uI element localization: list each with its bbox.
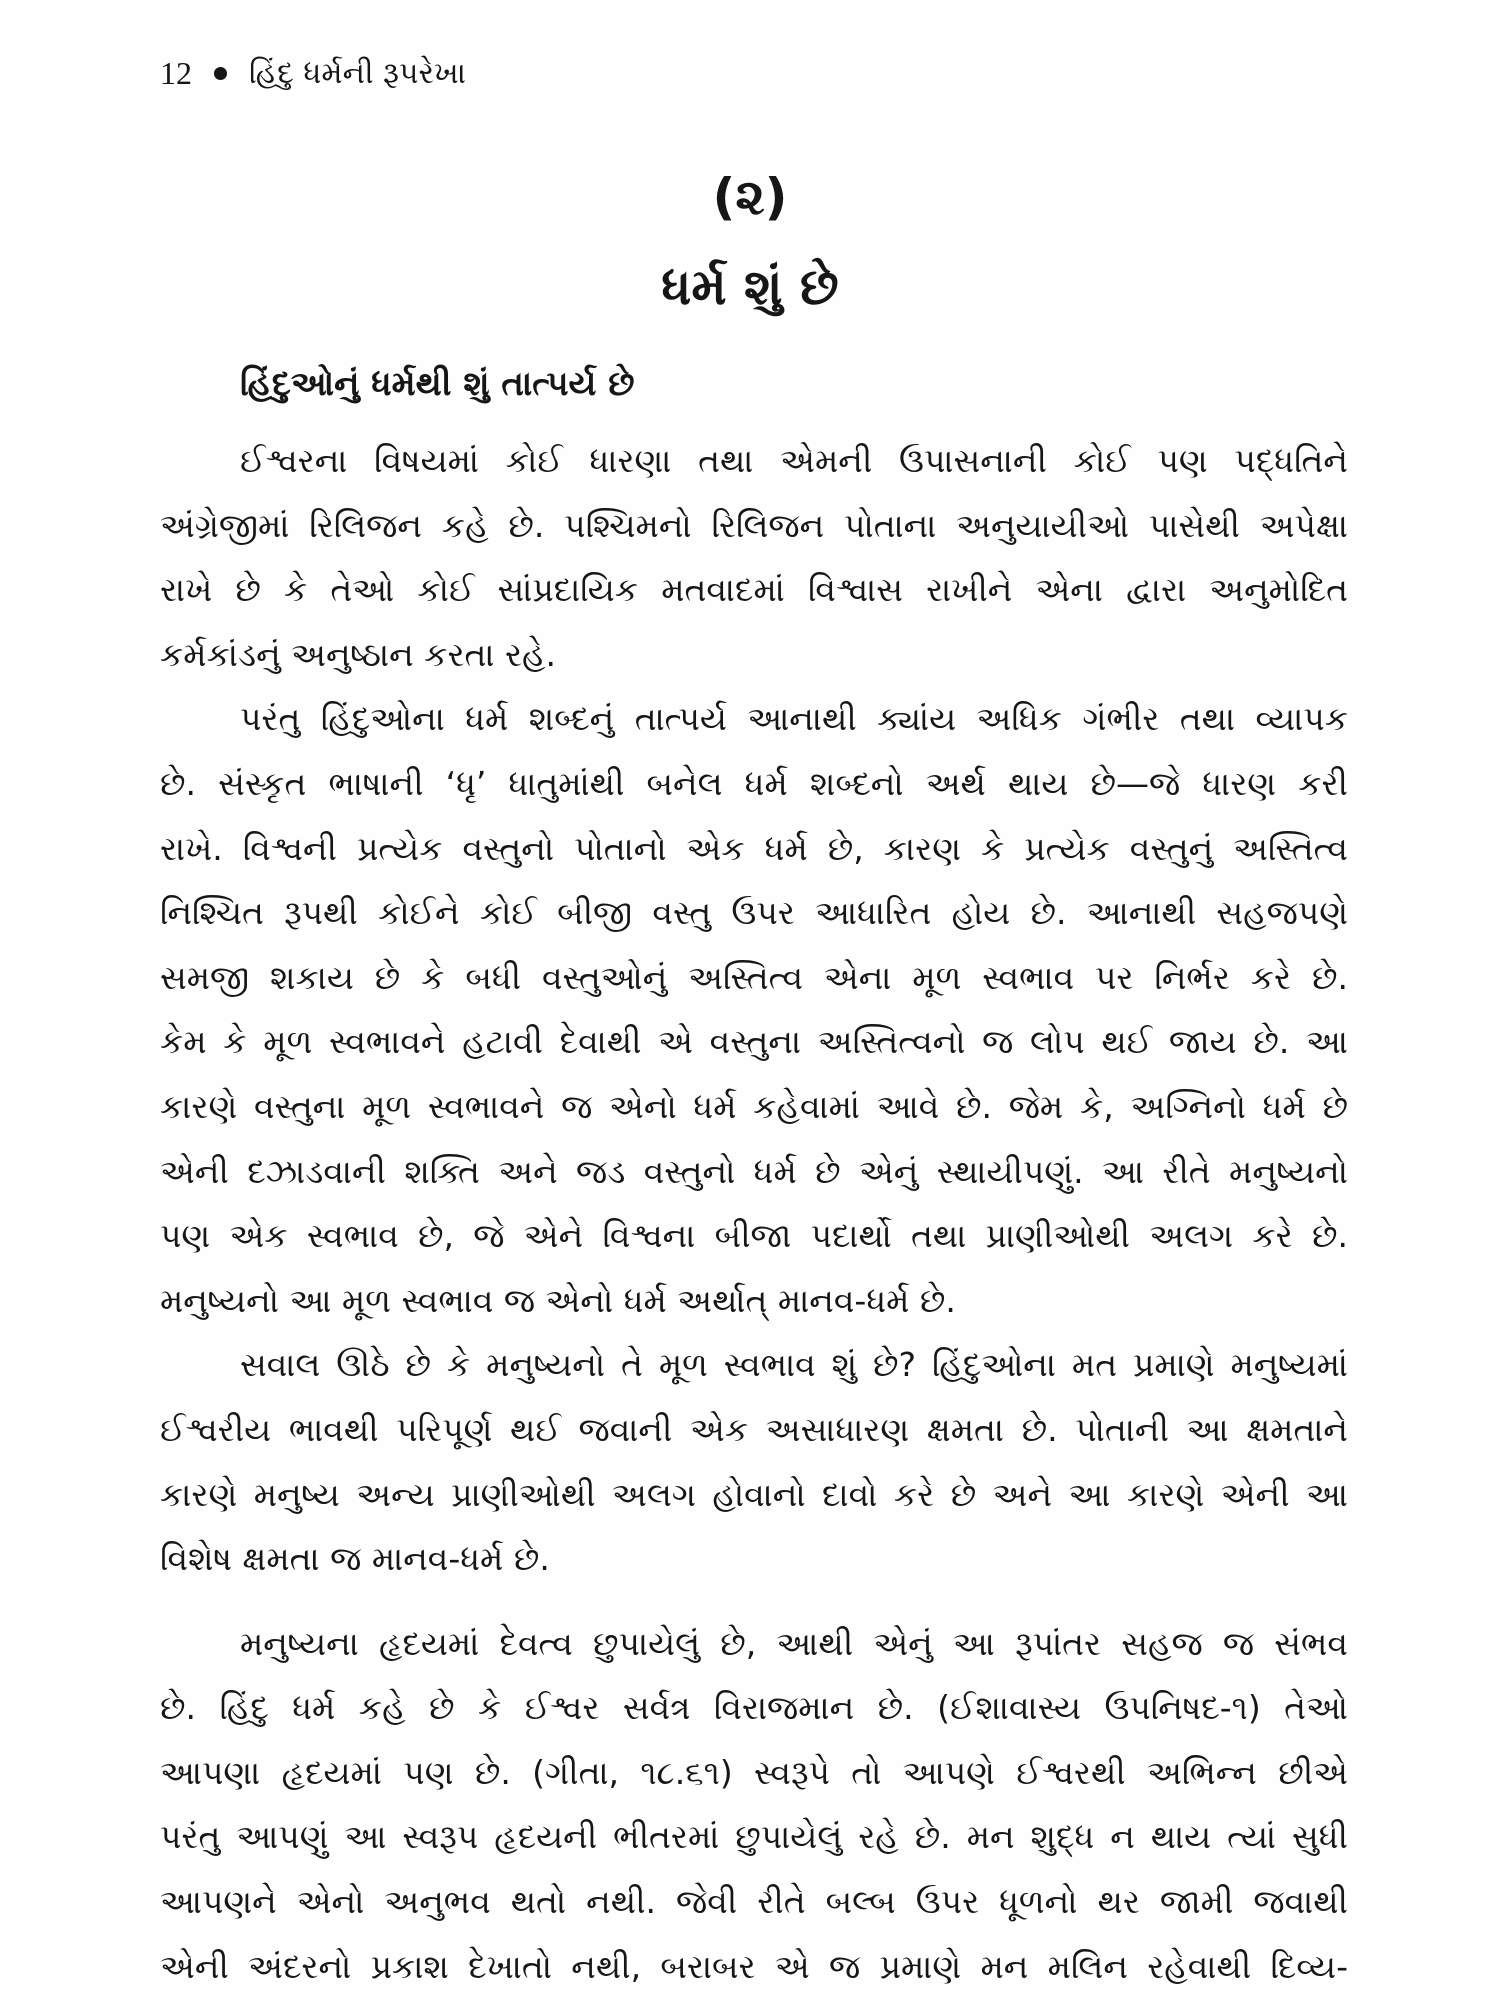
text-line: છે. સંસ્કૃત ભાષાની ‘ધૃ’ ધાતુમાંથી બનેલ ધર્મ શબ્દનો અર્થ થાય છે—જે ધારણ કરી [160, 763, 1348, 803]
text-line: અંગ્રેજીમાં રિલિજન કહે છે. પશ્ચિમનો રિલિજન પોતાના અનુયાયીઓ પાસેથી અપેક્ષા [160, 505, 1348, 545]
paragraph [160, 429, 1348, 687]
page-number: 12 [160, 55, 192, 91]
text-line: કેમ કે મૂળ સ્વભાવને હટાવી દેવાથી એ વસ્તુના અસ્તિત્વનો જ લોપ થઈ જાય છે. આ [160, 1022, 1348, 1062]
text-line: નિશ્ચિત રૂપથી કોઈને કોઈ બીજી વસ્તુ ઉપર આધારિત હોય છે. આનાથી સહજપણે [160, 893, 1348, 933]
text-line: સવાલ ઊઠે છે કે મનુષ્યનો તે મૂળ સ્વભાવ શું છે? હિંદુઓના મત પ્રમાણે મનુષ્યમાં [240, 1345, 1348, 1385]
chapter-number: (૨) [712, 168, 788, 226]
paragraph [160, 1333, 1348, 1591]
body-text [160, 429, 1348, 1999]
text-line: પણ એક સ્વભાવ છે, જે એને વિશ્વના બીજા પદાર્થો તથા પ્રાણીઓથી અલગ કરે છે. [160, 1216, 1348, 1256]
book-title: હિંદુ ધર્મની રૂપરેખા [249, 56, 467, 91]
text-line: મનુષ્યના હૃદયમાં દેવત્વ છુપાયેલું છે, આથી એનું આ રૂપાંતર સહજ જ સંભવ [240, 1623, 1348, 1663]
text-line: છે. હિંદુ ધર્મ કહે છે કે ઈશ્વર સર્વત્ર વિરાજમાન છે. (ઈશાવાસ્ય ઉપનિષદ-૧) તેઓ [160, 1688, 1348, 1728]
section-heading: હિંદુઓનું ધર્મથી શું તાત્પર્ય છે [240, 364, 635, 404]
text-line: ઈશ્વરના વિષયમાં કોઈ ધારણા તથા એમની ઉપાસનાની કોઈ પણ પદ્ધતિને [240, 441, 1348, 480]
paragraph [160, 687, 1348, 1333]
text-line: કર્મકાંડનું અનુષ્ઠાન કરતા રહે. [160, 634, 556, 674]
paragraph-gap [160, 1592, 1348, 1612]
running-header [160, 55, 466, 92]
text-line: કારણે મનુષ્ય અન્ય પ્રાણીઓથી અલગ હોવાનો દાવો કરે છે અને આ કારણે એની આ [160, 1474, 1348, 1514]
text-line: એની અંદરનો પ્રકાશ દેખાતો નથી, બરાબર એ જ પ્રમાણે મન મલિન રહેવાથી દિવ્ય- [160, 1946, 1348, 1986]
text-line: પરંતુ આપણું આ સ્વરૂપ હૃદયની ભીતરમાં છુપાયેલું રહે છે. મન શુદ્ધ ન થાય ત્યાં સુધી [160, 1817, 1348, 1857]
text-line: રાખે. વિશ્વની પ્રત્યેક વસ્તુનો પોતાનો એક ધર્મ છે, કારણ કે પ્રત્યેક વસ્તુનું અસ્તિત્વ [160, 828, 1348, 868]
text-line: એની દઝાડવાની શક્તિ અને જડ વસ્તુનો ધર્મ છે એનું સ્થાયીપણું. આ રીતે મનુષ્યનો [160, 1151, 1348, 1191]
text-line: આપણને એનો અનુભવ થતો નથી. જેવી રીતે બલ્બ ઉપર ધૂળનો થર જામી જવાથી [160, 1882, 1348, 1922]
text-line: સમજી શકાય છે કે બધી વસ્તુઓનું અસ્તિત્વ એના મૂળ સ્વભાવ પર નિર્ભર કરે છે. [160, 957, 1348, 997]
text-line: વિશેષ ક્ષમતા જ માનવ-ધર્મ છે. [160, 1539, 550, 1579]
text-line: આપણા હૃદયમાં પણ છે. (ગીતા, ૧૮.૬૧) સ્વરૂપે તો આપણે ઈશ્વરથી અભિન્ન છીએ [160, 1752, 1348, 1792]
paragraph [160, 1612, 1348, 2000]
text-line: રાખે છે કે તેઓ કોઈ સાંપ્રદાયિક મતવાદમાં વિશ્વાસ રાખીને એના દ્વારા અનુમોદિત [160, 570, 1348, 610]
text-line: ઈશ્વરીય ભાવથી પરિપૂર્ણ થઈ જવાની એક અસાધારણ ક્ષમતા છે. પોતાની આ ક્ષમતાને [160, 1409, 1348, 1449]
text-line: પરંતુ હિંદુઓના ધર્મ શબ્દનું તાત્પર્ય આનાથી ક્યાંય અધિક ગંભીર તથા વ્યાપક [240, 699, 1348, 739]
text-line: કારણે વસ્તુના મૂળ સ્વભાવને જ એનો ધર્મ કહેવામાં આવે છે. જેમ કે, અગ્નિનો ધર્મ છે [160, 1086, 1348, 1126]
bullet-separator-icon [214, 67, 227, 80]
chapter-title: ધર્મ શું છે [661, 258, 839, 316]
text-line: મનુષ્યનો આ મૂળ સ્વભાવ જ એનો ધર્મ અર્થાત્ માનવ-ધર્મ છે. [160, 1280, 956, 1320]
